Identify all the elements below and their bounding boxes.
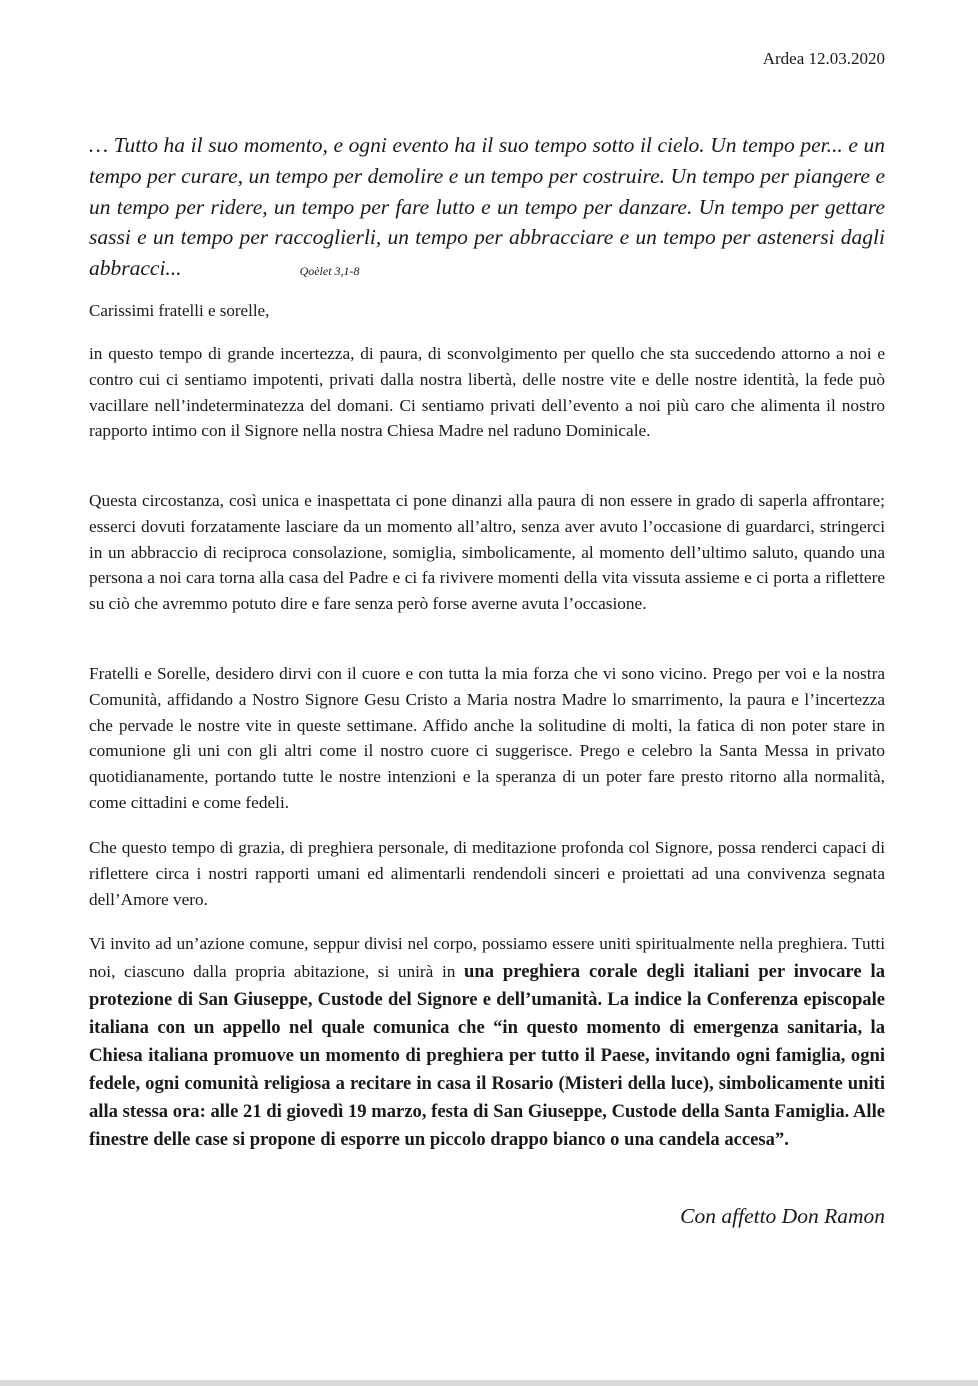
paragraph-5-bold: una preghiera corale degli italiani per invocare la protezione di San Giuseppe, Custode del Signore e dell’umanità. La indice la Conferenza episcopale italiana con un appello nel quale comunica che “in questo momento di emergenza sanitaria, la Chiesa italiana promuove un momento di preghiera per tutto il Paese, invitando ogni famiglia, ogni fedele, ogni comunità religiosa a recitare in casa il Rosario (Misteri della luce), simbolicamente uniti alla stessa ora: alle 21 di giovedì 19 marzo, festa di San Giuseppe, Custode della Santa Famiglia. Alle finestre delle case si propone di esporre un piccolo drappo bianco o una candela accesa”. [89,961,885,1150]
paragraph-1: in questo tempo di grande incertezza, di paura, di sconvolgimento per quello che sta succedendo attorno a noi e contro cui ci sentiamo impotenti, privati dalla nostra libertà, delle nostre vite e delle nostre identità, la fede può vacillare nell’indeterminatezza del domani. Ci sentiamo privati dell’evento a noi più caro che alimenta il nostro rapporto intimo con il Signore nella nostra Chiesa Madre nel raduno Dominicale. [89,344,885,441]
salutation: Carissimi fratelli e sorelle, [89,301,270,320]
quote-reference: Qoèlet 3,1-8 [299,264,360,279]
paragraph-4: Che questo tempo di grazia, di preghiera personale, di meditazione profonda col Signore, possa renderci capaci di riflettere circa i nostri rapporti umani ed alimentarli rendendoli sinceri e proiettati ad una convivenza segnata dell’Amore vero. [89,838,885,909]
page-bottom-edge [0,1380,978,1386]
paragraph-3: Fratelli e Sorelle, desidero dirvi con il cuore e con tutta la mia forza che vi sono vicino. Prego per voi e la nostra Comunità, affidando a Nostro Signore Gesu Cristo a Maria nostra Madre lo smarrimento, la paura e l’incertezza che pervade le nostre vite in queste settimane. Affido anche la solitudine di molti, la fatica di non poter stare in comunione gli uni con gli altri come il nostro cuore ci suggerisce. Prego e celebro la Santa Messa in privato quotidianamente, portando tutte le nostre intenzioni e la speranza di un poter fare presto ritorno alla normalità, come cittadini e come fedeli. [89,664,885,812]
signature: Con affetto Don Ramon [680,1204,885,1228]
paragraph-5 [89,930,885,1154]
quote-text: … Tutto ha il suo momento, e ogni evento ha il suo tempo sotto il cielo. Un tempo per... e un tempo per curare, un tempo per demolire e un tempo per costruire. Un tempo per piangere e un tempo per ridere, un tempo per fare lutto e un tempo per danzare. Un tempo per gettare sassi e un tempo per raccoglierli, un tempo per abbracciare e un tempo per astenersi dagli abbracci... [89,133,885,281]
paragraph-2: Questa circostanza, così unica e inaspettata ci pone dinanzi alla paura di non essere in grado di saperla affrontare; esserci dovuti forzatamente lasciare da un momento all’altro, senza aver avuto l’occasione di guardarci, stringerci in un abbraccio di reciproca consolazione, somiglia, simbolicamente, al momento dell’ultimo saluto, quando una persona a noi cara torna alla casa del Padre e ci fa rivivere momenti della vita vissuta assieme e ci porta a riflettere su ciò che avremmo potuto dire e fare senza però forse averne avuta l’occasione. [89,491,885,614]
date-line: Ardea 12.03.2020 [762,49,885,68]
opening-quote [89,130,885,287]
paragraph-5-regular: Vi invito ad un’azione comune, seppur divisi nel corpo, possiamo essere uniti spiritualmente nella preghiera. Tutti noi, ciascuno dalla propria abitazione, si unirà in [89,934,885,981]
